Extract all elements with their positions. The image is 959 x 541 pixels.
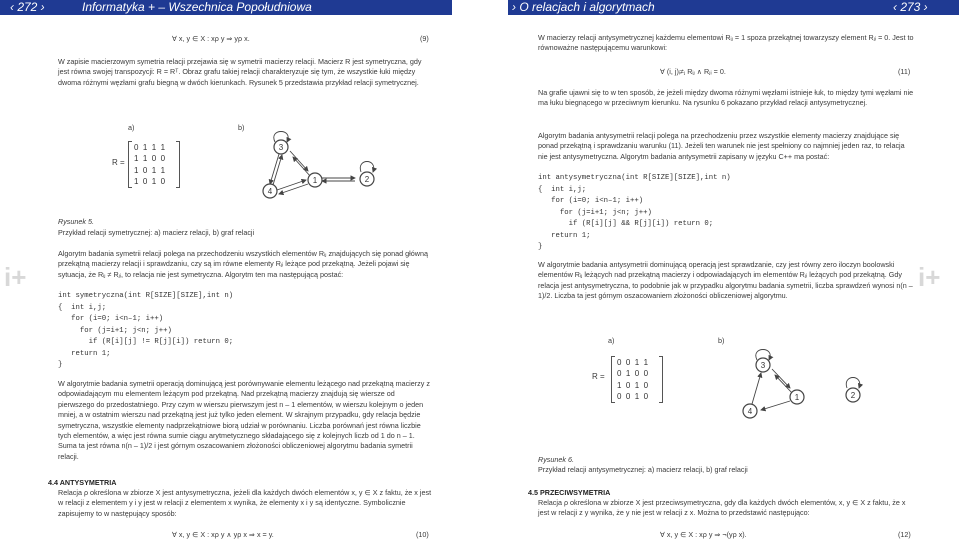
figure6-label-a: a) xyxy=(608,336,615,345)
figure5-matrix-bracket-left xyxy=(128,141,132,188)
figure6-node-1 xyxy=(790,390,804,404)
formula-10-number: (10) xyxy=(416,530,429,539)
figure5-node-3 xyxy=(274,140,288,154)
paragraph-antisymmetry-algorithm: Algorytm badania antysymetrii relacji polega na przechodzeniu przez wszystkie elementy macierzy znajdujące się ponad przekątną i sprawdzaniu warunku (11). Jeżeli ten warunek nie jest spełniony co najmniej jeden raz, to relacja nie jest antysymetryczna. Algorytm badania antysymetrii zapisany w języku C++ ma postać: xyxy=(538,131,905,161)
figure5-caption-title: Rysunek 5. xyxy=(58,217,94,226)
svg-text:2: 2 xyxy=(364,175,370,184)
side-mark-right: i+ xyxy=(918,262,941,292)
figure5-label-b: b) xyxy=(238,123,245,132)
figure6-matrix: 0 0 1 1 0 1 0 0 1 0 1 0 0 0 1 0 xyxy=(617,358,649,401)
right-page-header xyxy=(508,0,959,15)
figure5-matrix-bracket-right xyxy=(176,141,180,188)
paragraph-symmetry-algorithm: Algorytm badania symetrii relacji polega na przechodzeniu wszystkich elementów Rᵢⱼ znajdujących się ponad główną przekątną macierzy relacji i sprawdzaniu, czy są im równe elementy Rⱼᵢ leżące pod przekątną. Jeżeli pojawi się sytuacja, że Rᵢⱼ ≠ Rⱼᵢ, to relacja nie jest symetryczna. Algorytm ten ma następującą postać: xyxy=(58,249,428,279)
code-symetryczna: int symetryczna(int R[SIZE][SIZE],int n) { int i,j; for (i=0; i<n–1; i++) for (j=i+1; j<n; j++) if (R[i][j] != R[j][i]) return 0; return 1; } xyxy=(58,292,234,369)
figure5-label-a: a) xyxy=(128,123,135,132)
page-number-left: ‹ 272 › xyxy=(10,0,45,14)
section-heading-przeciwsymetria: 4.5 PRZECIWSYMETRIA xyxy=(528,488,611,497)
figure5-R-label: R = xyxy=(112,158,125,167)
page-number-right: ‹ 273 › xyxy=(893,0,928,14)
formula-11: ∀ (i, j)ᵢ≠ⱼ Rᵢⱼ ∧ Rⱼᵢ = 0. xyxy=(660,67,726,76)
svg-text:3: 3 xyxy=(760,361,766,370)
figure6-node-3 xyxy=(756,358,770,372)
svg-text:2: 2 xyxy=(850,391,856,400)
paragraph-symmetry-matrix: W zapisie macierzowym symetria relacji przejawia się w symetrii macierzy relacji. Macierz R jest symetryczna, gdy jest równa swojej transpozycji: R = Rᵀ. Obraz grafu takiej relacji charakteryzuje się tym, że wszystkie łuki między dwoma różnymi węzłami grafu biegną w dwóch kierunkach. Rysunek 5 przedstawia przykład relacji symetrycznej. xyxy=(58,57,422,87)
figure6-matrix-bracket-right xyxy=(659,356,663,403)
side-mark-left: i+ xyxy=(4,262,27,292)
svg-text:4: 4 xyxy=(747,407,753,416)
left-page-header xyxy=(0,0,452,15)
figure6-R-label: R = xyxy=(592,372,605,381)
figure6-caption-text: Przykład relacji antysymetrycznej: a) macierz relacji, b) graf relacji xyxy=(538,465,748,474)
svg-text:3: 3 xyxy=(278,143,284,152)
figure6-caption-title: Rysunek 6. xyxy=(538,455,574,464)
paragraph-przeciwsymetria-def: Relacja ρ określona w zbiorze X jest przeciwsymetryczna, gdy dla każdych dwóch elementów, x, y ∈ X z faktu, że x jest w relacji z y wynika, że y nie jest w relacji z x. Można to przedstawić następująco: xyxy=(538,498,906,518)
figure6-node-2 xyxy=(846,388,860,402)
figure5-caption-text: Przykład relacji symetrycznej: a) macierz relacji, b) graf relacji xyxy=(58,228,255,237)
formula-11-number: (11) xyxy=(898,67,911,76)
left-running-title: Informatyka + – Wszechnica Popołudniowa xyxy=(82,0,312,14)
formula-10: ∀ x, y ∈ X : xρ y ∧ yρ x ⇒ x = y. xyxy=(172,530,274,539)
paragraph-antisymmetry-def: Relacja ρ określona w zbiorze X jest antysymetryczna, jeżeli dla każdych dwóch elementów x, y ∈ X z faktu, że x jest w relacji z elementem y i y jest w relacji z elementem x wynika, że elementy x i y są identyczne. Symbolicznie zapisujemy to w następujący sposób: xyxy=(58,488,432,518)
figure6-graph xyxy=(728,346,878,426)
formula-9-number: (9) xyxy=(420,34,429,43)
figure5-node-1 xyxy=(308,173,322,187)
figure6-matrix-bracket-left xyxy=(611,356,615,403)
figure5-node-4 xyxy=(263,184,277,198)
right-running-title: › O relacjach i algorytmach xyxy=(512,0,655,14)
paragraph-antisymmetry-complexity: W algorytmie badania antysymetrii dominującą operacją jest sprawdzanie, czy jest równy zero iloczyn boolowski elementów Rᵢⱼ leżących nad przekątną macierzy i odpowiadających im elementów Rⱼᵢ leżących pod przekątną. Gdy relacja jest antysymetryczna, to podobnie jak w przypadku algorytmu badania symetrii, liczba sprawdzeń wynosi n(n – 1)/2. Liczba ta jest górnym oszacowaniem złożoności obliczeniowej algorytmu. xyxy=(538,260,913,301)
figure5-node-2 xyxy=(360,172,374,186)
figure6-label-b: b) xyxy=(718,336,725,345)
svg-text:4: 4 xyxy=(267,187,273,196)
formula-12: ∀ x, y ∈ X : xρ y ⇒ ¬(yρ x). xyxy=(660,530,747,539)
formula-9: ∀ x, y ∈ X : xρ y ⇒ yρ x. xyxy=(172,34,250,43)
paragraph-antisymmetry-matrix: W macierzy relacji antysymetrycznej każdemu elementowi Rᵢⱼ = 1 spoza przekątnej towarzyszy element Rⱼᵢ = 0. Jest to równoważne następującemu warunkowi: xyxy=(538,33,914,53)
paragraph-antisymmetry-graph: Na grafie ujawni się to w ten sposób, że jeżeli między dwoma różnymi węzłami istnieje łuk, to między tymi węzłami nie ma łuku biegnącego w przeciwnym kierunku. Na rysunku 6 pokazano przykład relacji antysymetrycznej. xyxy=(538,88,914,108)
svg-text:1: 1 xyxy=(312,176,318,185)
figure6-node-4 xyxy=(743,404,757,418)
figure5-graph xyxy=(248,128,393,208)
section-heading-antysymetria: 4.4 ANTYSYMETRIA xyxy=(48,478,117,487)
paragraph-symmetry-complexity: W algorytmie badania symetrii operacją dominującą jest porównywanie elementu leżącego nad przekątną macierzy z odpowiadającym mu elementem leżącym pod przekątną. Nad przekątną macierzy znajdują się wiersze od pierwszego do przedostatniego. Przy czym w wierszu pierwszym jest n – 1 elementów, w wierszu kolejnym o jeden mniej, a w ostatnim wierszu nad przekątną jest już tylko jeden element. W skrajnym przypadku, gdy relacja będzie symetryczna, wszystkie elementy nadprzekątniowe biorą udział w porównaniu. Liczba porównań jest równa liczbie tych elementów, a więc jest równa sumie ciągu arytmetycznego składającego się z kolejnych liczb od 1 do n – 1. Suma ta jest równa n(n – 1)/2 i jest górnym oszacowaniem złożoności obliczeniowej algorytmu badania symetrii relacji. xyxy=(58,379,430,461)
formula-12-number: (12) xyxy=(898,530,911,539)
svg-text:1: 1 xyxy=(794,393,800,402)
code-antysymetryczna: int antysymetryczna(int R[SIZE][SIZE],int n) { int i,j; for (i=0; i<n–1; i++) for (j=i+1; j<n; j++) if (R[i][j] && R[j][i]) return 0; return 1; } xyxy=(538,174,731,251)
figure5-matrix: 0 1 1 1 1 1 0 0 1 0 1 1 1 0 1 0 xyxy=(134,143,166,186)
